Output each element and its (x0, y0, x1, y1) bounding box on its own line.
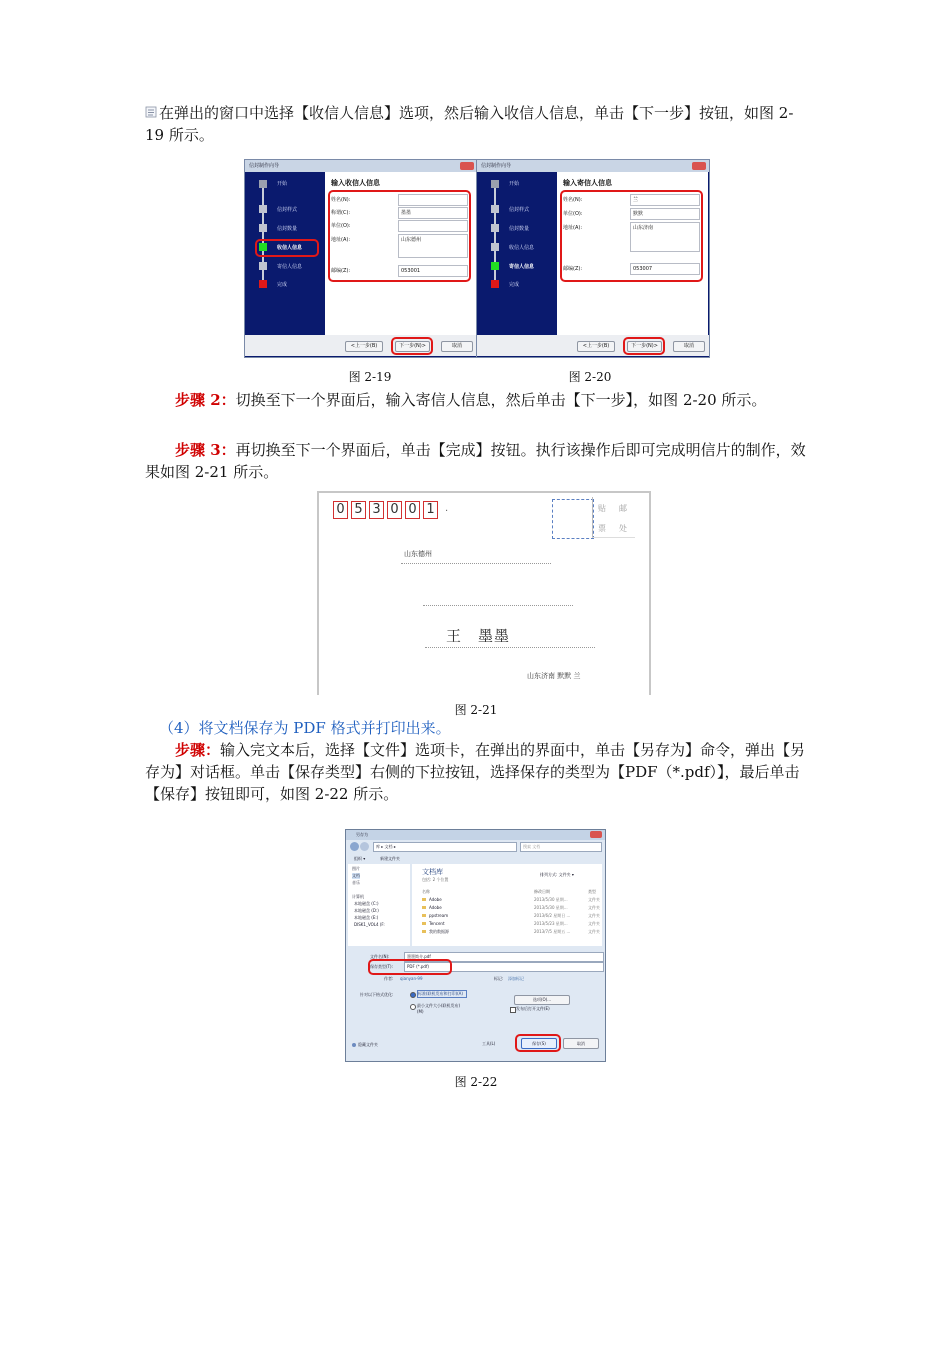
recipient-name: 王 墨墨 (446, 627, 511, 645)
stamp-text: 贴 (598, 504, 606, 513)
step-label-active[interactable]: 寄信人信息 (509, 264, 535, 270)
nav-pane (348, 864, 410, 946)
back-button[interactable]: <上一步(B) (345, 341, 383, 352)
zip-digit: 3 (369, 501, 384, 519)
file-row-cell[interactable]: 2013/6/2 星期日 ... (534, 913, 571, 918)
nav-item[interactable]: 文档 (352, 873, 360, 878)
highlight-box (368, 959, 452, 975)
nav-item[interactable]: 音乐 (352, 880, 360, 885)
next-button[interactable]: 下一步(N)> (395, 341, 430, 352)
step-label: 步骤 3： (175, 441, 236, 459)
figure-caption: 图 2-19 (348, 370, 392, 384)
file-row-cell[interactable]: 2013/5/30 星期... (534, 897, 568, 902)
step-label: 完成 (277, 282, 288, 288)
column-header[interactable]: 类型 (588, 889, 596, 894)
paragraph-1: 在弹出的窗口中选择【收信人信息】选项，然后输入收信人信息，单击【下一步】按钮，如图 2-19 所示。 (145, 104, 794, 144)
wizard-title: 信封制作向导 (477, 160, 709, 172)
file-row-cell[interactable]: 文件夹 (588, 921, 600, 926)
radio-standard[interactable] (410, 992, 416, 998)
title-input[interactable]: 墨墨 (398, 207, 468, 219)
company-input[interactable]: 默默 (630, 208, 700, 220)
figure-caption: 图 2-21 (454, 703, 498, 717)
forward-icon[interactable] (360, 842, 369, 851)
postcard-preview (317, 491, 651, 695)
step-label: 信封样式 (277, 207, 298, 213)
step-label: 信封数量 (509, 226, 530, 232)
zip-digit: 1 (423, 501, 438, 519)
step-label: 收信人信息 (509, 245, 535, 251)
nav-item[interactable]: DISK1_VOL4 (F: (354, 922, 385, 927)
stamp-area (552, 499, 594, 539)
cancel-button[interactable]: 取消 (673, 341, 705, 352)
file-row-cell[interactable]: 2013/7/5 星期五 ... (534, 929, 571, 934)
step-label: 开始 (509, 181, 520, 187)
folder-icon (422, 922, 426, 925)
address-input[interactable]: 山东济南 (630, 222, 700, 252)
next-button[interactable]: 下一步(N)> (627, 341, 662, 352)
zip-digit: 0 (333, 501, 348, 519)
file-row-cell[interactable]: 文件夹 (588, 905, 600, 910)
address-line: 山东德州 (404, 550, 432, 558)
optimize-label: 针对以下格式优化: (360, 992, 394, 997)
tools-menu[interactable]: 工具(L) (482, 1041, 496, 1046)
cancel-button[interactable]: 取消 (563, 1038, 599, 1049)
step-label: 完成 (509, 282, 520, 288)
file-pane (412, 864, 602, 946)
dialog-title: 另存为 (356, 832, 368, 837)
folder-icon (422, 898, 426, 901)
author-label: 作者: (384, 976, 394, 981)
wizard-steps (477, 172, 557, 335)
filename-input[interactable]: 墨墨简介.pdf (404, 952, 604, 962)
organize-menu[interactable]: 组织 ▾ (354, 856, 366, 861)
hide-folders-link[interactable]: 隐藏文件夹 (358, 1042, 378, 1047)
file-row-cell[interactable]: 我的数据源 (429, 929, 449, 934)
field-label: 姓名(N): (331, 197, 351, 203)
form-heading: 输入收信人信息 (331, 179, 380, 187)
file-row-cell[interactable]: 文件夹 (588, 913, 600, 918)
author-value[interactable]: qianyan-99 (400, 976, 423, 981)
search-input[interactable]: 搜索 文档 (520, 842, 602, 852)
highlight-box (623, 337, 665, 355)
highlight-box (328, 190, 471, 282)
filetype-label: 保存类型(T): (370, 964, 393, 969)
back-icon[interactable] (350, 842, 359, 851)
zip-input[interactable]: 053001 (398, 265, 468, 277)
highlight-box (560, 190, 703, 282)
nav-item[interactable]: 图片 (352, 866, 360, 871)
stamp-text: 邮 (619, 504, 627, 513)
field-label: 地址(A): (331, 237, 351, 243)
zip-dot: . (445, 503, 449, 514)
new-folder-button[interactable]: 新建文件夹 (380, 856, 400, 861)
file-row-cell[interactable]: ppstream (429, 913, 449, 918)
sort-menu[interactable]: 排列方式: 文件夹 ▾ (540, 872, 574, 877)
form-heading: 输入寄信人信息 (563, 179, 612, 187)
file-row-cell[interactable]: 2013/5/30 星期... (534, 905, 568, 910)
field-label: 单位(O): (331, 223, 351, 229)
folder-icon (422, 930, 426, 933)
field-label: 邮编(Z): (331, 268, 351, 274)
wizard-steps (245, 172, 325, 335)
hide-folders-icon[interactable] (352, 1043, 356, 1047)
close-icon[interactable] (590, 831, 602, 838)
figure-caption: 图 2-20 (568, 370, 612, 384)
wizard-form (325, 172, 476, 335)
step-2-paragraph: 步骤 2：切换至下一个界面后，输入寄信人信息，然后单击【下一步】，如图 2-20 所示。 (175, 391, 767, 409)
tags-label: 标记: (494, 976, 504, 981)
file-row-cell[interactable]: Adobe (429, 905, 442, 910)
close-icon[interactable] (460, 162, 474, 170)
column-header[interactable]: 修改日期 (534, 889, 550, 894)
folder-icon (422, 914, 426, 917)
nav-item[interactable]: 本地磁盘 (E:) (354, 915, 379, 920)
open-after-label[interactable]: 发布后打开文件(E) (516, 1006, 550, 1011)
filetype-select[interactable]: PDF (*.pdf) (404, 962, 604, 972)
zip-input[interactable]: 053007 (630, 263, 700, 275)
step-label: 寄信人信息 (277, 264, 303, 270)
sender-line: 山东济南 默默 兰 (527, 672, 581, 680)
step-label: 信封数量 (277, 226, 298, 232)
step-label-active[interactable]: 收信人信息 (277, 245, 303, 251)
file-row-cell[interactable]: 文件夹 (588, 897, 600, 902)
save-button[interactable]: 保存(S) (521, 1038, 557, 1049)
step-paragraph: 步骤：输入完文本后，选择【文件】选项卡，在弹出的界面中，单击【另存为】命令，弹出【另存为】对话框。单击【保存类型】右侧的下拉按钮，选择保存的类型为【PDF（*.pdf）】，最后单击【保存】按钮即可，如图 2-22 所示。 (145, 741, 806, 803)
column-header[interactable]: 名称 (422, 889, 430, 894)
step-label: 开始 (277, 181, 288, 187)
wizard-sender (476, 159, 710, 358)
nav-item[interactable]: 本地磁盘 (C:) (354, 901, 379, 906)
radio-minimum[interactable] (410, 1004, 416, 1010)
field-label: 称谓(C): (331, 210, 351, 216)
field-label: 地址(A): (563, 225, 583, 231)
highlight-box (391, 337, 433, 355)
step-label: 步骤 2： (175, 391, 236, 409)
file-row-cell[interactable]: 2013/5/23 星期... (534, 921, 568, 926)
stamp-text: 票 (598, 524, 606, 533)
radio-minimum-label[interactable]: 最小文件大小(联机发布)(M) (417, 1003, 461, 1014)
zip-digit: 0 (405, 501, 420, 519)
breadcrumb[interactable]: 库 ▸ 文档 ▸ (373, 842, 517, 852)
section-heading: （4）将文档保存为 PDF 格式并打印出来。 (159, 719, 451, 737)
filename-label: 文件名(N): (370, 954, 390, 959)
file-row-cell[interactable]: 文件夹 (588, 929, 600, 934)
name-input[interactable]: 兰 (630, 194, 700, 206)
wizard-recipient (244, 159, 478, 358)
wizard-footer (245, 335, 477, 356)
radio-standard-label[interactable]: 标准(联机发布和打印)(A) (417, 990, 467, 998)
wizard-title: 信封制作向导 (245, 160, 477, 172)
library-title: 文档库 (422, 868, 443, 876)
field-label: 单位(O): (563, 211, 583, 217)
file-row-cell[interactable]: Tencent (429, 921, 445, 926)
figure-caption: 图 2-22 (454, 1075, 498, 1089)
cancel-button[interactable]: 取消 (441, 341, 473, 352)
zip-digit: 0 (387, 501, 402, 519)
tags-value[interactable]: 添加标记 (508, 976, 524, 981)
nav-item[interactable]: 本地磁盘 (D:) (354, 908, 379, 913)
nav-item[interactable]: 计算机 (352, 894, 364, 899)
highlight-box (515, 1034, 561, 1052)
library-subtitle: 包括: 2 个位置 (422, 877, 449, 882)
field-label: 姓名(N): (563, 197, 583, 203)
step-label: 信封样式 (509, 207, 530, 213)
field-label: 邮编(Z): (563, 266, 583, 272)
zip-digit: 5 (351, 501, 366, 519)
close-icon[interactable] (692, 162, 706, 170)
wizard-footer (477, 335, 709, 356)
stamp-text: 处 (619, 524, 627, 533)
step-label: 步骤： (175, 741, 221, 759)
step-3-paragraph: 步骤 3：再切换至下一个界面后，单击【完成】按钮。执行该操作后即可完成明信片的制作，效果如图 2-21 所示。 (145, 441, 806, 481)
highlight-box (255, 239, 319, 257)
address-input[interactable]: 山东德州 (398, 234, 468, 258)
back-button[interactable]: <上一步(B) (577, 341, 615, 352)
options-button[interactable]: 选项(O)... (514, 995, 570, 1005)
save-as-dialog (345, 829, 606, 1062)
file-row-cell[interactable]: Adobe (429, 897, 442, 902)
wizard-form (557, 172, 708, 335)
folder-icon (422, 906, 426, 909)
